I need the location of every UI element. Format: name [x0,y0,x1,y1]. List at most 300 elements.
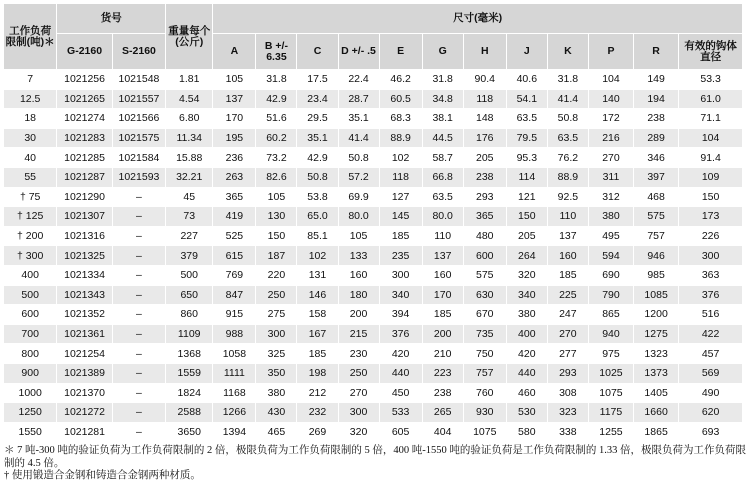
header-col-h: H [463,34,506,70]
table-cell: – [112,265,165,285]
table-cell: 323 [547,403,588,423]
table-row [4,285,743,305]
table-cell: 404 [422,422,463,442]
table-cell: 12.5 [4,89,57,109]
table-cell: 50.8 [547,109,588,129]
table-cell: 88.9 [379,128,422,148]
table-cell: 28.7 [338,89,379,109]
table-cell: 1111 [213,363,256,383]
header-g2160: G-2160 [57,34,112,70]
table-cell: 440 [379,363,422,383]
table-row [4,70,743,90]
table-cell: 198 [297,363,338,383]
table-cell: 1824 [166,383,213,403]
table-cell: 300 [338,403,379,423]
table-cell: 365 [213,187,256,207]
header-col-g: G [422,34,463,70]
table-cell: 1075 [588,383,633,403]
table-cell: – [112,246,165,266]
table-cell: 480 [463,226,506,246]
table-cell: 420 [506,344,547,364]
table-cell: 650 [166,285,213,305]
table-cell: 35.1 [297,128,338,148]
table-row [4,148,743,168]
table-cell: † 125 [4,207,57,227]
table-cell: – [112,403,165,423]
table-cell: 4.54 [166,89,213,109]
table-cell: 265 [422,403,463,423]
table-cell: 1021283 [57,128,112,148]
table-cell: 41.4 [547,89,588,109]
table-cell: 232 [297,403,338,423]
table-cell: 1021343 [57,285,112,305]
table-cell: 1085 [634,285,679,305]
table-cell: 757 [463,363,506,383]
table-cell: 380 [588,207,633,227]
table-cell: 92.5 [547,187,588,207]
table-cell: 1266 [213,403,256,423]
table-cell: 769 [213,265,256,285]
table-cell: 176 [463,128,506,148]
table-cell: 940 [588,324,633,344]
table-cell: – [112,363,165,383]
table-cell: 946 [634,246,679,266]
table-cell: 102 [297,246,338,266]
table-cell: 1021548 [112,70,165,90]
table-cell: 79.5 [506,128,547,148]
table-cell: 238 [634,109,679,129]
table-cell: 1275 [634,324,679,344]
table-cell: 1021254 [57,344,112,364]
table-cell: 185 [379,226,422,246]
table-cell: 1.81 [166,70,213,90]
table-cell: 133 [338,246,379,266]
table-cell: 670 [463,305,506,325]
table-cell: † 200 [4,226,57,246]
table-row [4,422,743,442]
table-row [4,109,743,129]
table-body [4,70,743,442]
table-cell: 346 [634,148,679,168]
table-cell: 45 [166,187,213,207]
header-col-j: J [506,34,547,70]
table-cell: 105 [213,70,256,90]
table-cell: 988 [213,324,256,344]
table-cell: 1368 [166,344,213,364]
table-cell: 172 [588,109,633,129]
table-cell: 63.5 [547,128,588,148]
table-cell: 210 [422,344,463,364]
table-cell: 376 [679,285,743,305]
table-cell: 1021593 [112,167,165,187]
table-cell: 195 [213,128,256,148]
footnotes [4,445,746,483]
table-cell: 1021287 [57,167,112,187]
table-cell: 975 [588,344,633,364]
table-cell: 270 [338,383,379,403]
table-cell: 530 [506,403,547,423]
table-cell: 1021290 [57,187,112,207]
table-cell: 450 [379,383,422,403]
table-row [4,128,743,148]
table-cell: 34.8 [422,89,463,109]
table-cell: 1559 [166,363,213,383]
table-cell: 160 [422,265,463,285]
table-row [4,324,743,344]
table-header [4,4,743,70]
table-cell: 41.4 [338,128,379,148]
table-cell: 223 [422,363,463,383]
table-cell: 630 [463,285,506,305]
table-cell: 1021256 [57,70,112,90]
table-cell: 158 [297,305,338,325]
table-cell: 38.1 [422,109,463,129]
table-cell: 700 [4,324,57,344]
table-cell: 690 [588,265,633,285]
table-cell: 293 [547,363,588,383]
table-cell: 63.5 [422,187,463,207]
table-cell: 275 [256,305,297,325]
table-cell: 200 [422,324,463,344]
table-cell: 569 [679,363,743,383]
table-cell: 495 [588,226,633,246]
table-cell: 847 [213,285,256,305]
table-cell: 620 [679,403,743,423]
table-cell: 23.4 [297,89,338,109]
header-effective-diameter: 有效的钩体直径 [679,34,743,70]
table-cell: 365 [463,207,506,227]
table-cell: 235 [379,246,422,266]
table-cell: 270 [547,324,588,344]
table-cell: 118 [379,167,422,187]
table-cell: 525 [213,226,256,246]
table-cell: 35.1 [338,109,379,129]
table-cell: 1394 [213,422,256,442]
table-cell: 600 [4,305,57,325]
table-cell: 212 [297,383,338,403]
table-cell: 465 [256,422,297,442]
table-cell: 575 [634,207,679,227]
table-cell: 440 [506,363,547,383]
table-row [4,207,743,227]
table-cell: 7 [4,70,57,90]
table-cell: 104 [588,70,633,90]
table-cell: 1021316 [57,226,112,246]
table-cell: 594 [588,246,633,266]
table-cell: 137 [547,226,588,246]
table-cell: 1865 [634,422,679,442]
table-cell: – [112,422,165,442]
table-cell: 289 [634,128,679,148]
table-cell: 693 [679,422,743,442]
table-cell: 109 [679,167,743,187]
table-cell: 247 [547,305,588,325]
header-col-b: B +/- 6.35 [256,34,297,70]
table-cell: 1075 [463,422,506,442]
table-cell: 400 [4,265,57,285]
table-cell: 205 [463,148,506,168]
table-cell: 1323 [634,344,679,364]
table-cell: 575 [463,265,506,285]
table-cell: 185 [547,265,588,285]
table-cell: 118 [463,89,506,109]
table-cell: 865 [588,305,633,325]
table-cell: 105 [256,187,297,207]
table-cell: 216 [588,128,633,148]
table-cell: 53.3 [679,70,743,90]
table-cell: 422 [679,324,743,344]
table-row [4,187,743,207]
table-cell: 311 [588,167,633,187]
table-cell: 430 [256,403,297,423]
table-cell: 140 [588,89,633,109]
table-cell: 85.1 [297,226,338,246]
table-cell: 1021389 [57,363,112,383]
table-cell: 1175 [588,403,633,423]
spec-table [3,3,743,442]
table-cell: 40 [4,148,57,168]
table-cell: 238 [422,383,463,403]
table-cell: 69.9 [338,187,379,207]
table-cell: 114 [506,167,547,187]
table-cell: 250 [256,285,297,305]
table-cell: 580 [506,422,547,442]
table-cell: 227 [166,226,213,246]
table-cell: 88.9 [547,167,588,187]
header-col-p: P [588,34,633,70]
table-cell: 238 [463,167,506,187]
table-cell: 130 [256,207,297,227]
table-cell: 68.3 [379,109,422,129]
table-cell: 82.6 [256,167,297,187]
header-col-e: E [379,34,422,70]
table-cell: 149 [634,70,679,90]
header-col-k: K [547,34,588,70]
table-cell: 200 [338,305,379,325]
table-row [4,383,743,403]
table-cell: 490 [679,383,743,403]
table-cell: 42.9 [297,148,338,168]
table-cell: 500 [166,265,213,285]
table-cell: 146 [297,285,338,305]
table-cell: 757 [634,226,679,246]
table-cell: 215 [338,324,379,344]
table-cell: 269 [297,422,338,442]
table-cell: 60.5 [379,89,422,109]
table-cell: 1021274 [57,109,112,129]
table-cell: 516 [679,305,743,325]
table-cell: 1021285 [57,148,112,168]
table-cell: 277 [547,344,588,364]
table-cell: 104 [679,128,743,148]
table-cell: 137 [213,89,256,109]
table-cell: 95.3 [506,148,547,168]
table-cell: 63.5 [506,109,547,129]
table-cell: 137 [422,246,463,266]
table-cell: 379 [166,246,213,266]
table-row [4,363,743,383]
table-row [4,403,743,423]
table-cell: 60.2 [256,128,297,148]
header-s2160: S-2160 [112,34,165,70]
table-cell: 325 [256,344,297,364]
table-cell: 1021370 [57,383,112,403]
table-row [4,265,743,285]
table-cell: 615 [213,246,256,266]
table-cell: 173 [679,207,743,227]
table-cell: 605 [379,422,422,442]
table-cell: 1021281 [57,422,112,442]
table-cell: 66.8 [422,167,463,187]
table-cell: 394 [379,305,422,325]
table-cell: 460 [506,383,547,403]
table-cell: 73 [166,207,213,227]
table-cell: 121 [506,187,547,207]
header-col-c: C [297,34,338,70]
table-cell: 750 [463,344,506,364]
table-cell: 185 [422,305,463,325]
table-cell: 50.8 [297,167,338,187]
table-cell: 1021584 [112,148,165,168]
table-cell: 340 [506,285,547,305]
table-cell: 1021334 [57,265,112,285]
table-cell: 91.4 [679,148,743,168]
table-cell: 1021557 [112,89,165,109]
table-cell: 3650 [166,422,213,442]
table-cell: 790 [588,285,633,305]
table-cell: 31.8 [422,70,463,90]
table-row [4,89,743,109]
table-cell: 1021265 [57,89,112,109]
table-cell: 167 [297,324,338,344]
table-cell: 42.9 [256,89,297,109]
table-cell: † 75 [4,187,57,207]
table-cell: 57.2 [338,167,379,187]
table-cell: 170 [213,109,256,129]
table-cell: 127 [379,187,422,207]
table-cell: 40.6 [506,70,547,90]
table-cell: 236 [213,148,256,168]
table-cell: 29.5 [297,109,338,129]
table-cell: 1550 [4,422,57,442]
table-cell: 363 [679,265,743,285]
table-cell: – [112,305,165,325]
table-cell: 160 [338,265,379,285]
table-cell: 220 [256,265,297,285]
table-cell: 320 [338,422,379,442]
table-cell: 194 [634,89,679,109]
table-cell: 145 [379,207,422,227]
table-cell: 1405 [634,383,679,403]
table-cell: 312 [588,187,633,207]
header-weight: 重量每个(公斤) [166,4,213,70]
table-cell: 11.34 [166,128,213,148]
table-cell: 31.8 [256,70,297,90]
table-cell: 22.4 [338,70,379,90]
table-cell: 800 [4,344,57,364]
table-cell: 300 [379,265,422,285]
table-cell: 31.8 [547,70,588,90]
table-cell: 61.0 [679,89,743,109]
table-cell: 1168 [213,383,256,403]
table-cell: 420 [379,344,422,364]
header-load-limit: 工作负荷限制(吨)＊ [4,4,57,70]
table-cell: 170 [422,285,463,305]
table-cell: 187 [256,246,297,266]
table-cell: 380 [256,383,297,403]
table-cell: 1021352 [57,305,112,325]
table-cell: 308 [547,383,588,403]
table-cell: 18 [4,109,57,129]
table-cell: 1021361 [57,324,112,344]
table-cell: 71.1 [679,109,743,129]
table-cell: 17.5 [297,70,338,90]
table-cell: 600 [463,246,506,266]
table-cell: – [112,207,165,227]
table-cell: 1021272 [57,403,112,423]
table-cell: 350 [256,363,297,383]
table-cell: 915 [213,305,256,325]
table-cell: 148 [463,109,506,129]
table-cell: 1021566 [112,109,165,129]
header-dimensions: 尺寸(毫米) [213,4,743,34]
table-cell: – [112,383,165,403]
table-cell: 58.7 [422,148,463,168]
table-cell: 1021307 [57,207,112,227]
table-row [4,246,743,266]
table-cell: 380 [506,305,547,325]
table-cell: 54.1 [506,89,547,109]
table-cell: 293 [463,187,506,207]
table-cell: 46.2 [379,70,422,90]
table-cell: 300 [679,246,743,266]
table-cell: † 300 [4,246,57,266]
table-cell: 73.2 [256,148,297,168]
header-col-r: R [634,34,679,70]
table-cell: 400 [506,324,547,344]
table-cell: 930 [463,403,506,423]
table-cell: 160 [547,246,588,266]
table-cell: 131 [297,265,338,285]
table-cell: 226 [679,226,743,246]
table-cell: 1660 [634,403,679,423]
table-cell: 860 [166,305,213,325]
table-cell: 338 [547,422,588,442]
table-cell: 376 [379,324,422,344]
table-cell: 457 [679,344,743,364]
table-cell: 270 [588,148,633,168]
table-cell: 110 [422,226,463,246]
footnote-star: ＊ 7 吨-300 吨的验证负荷为工作负荷限制的 2 倍，极限负荷为工作负荷限制的 5 倍，400 吨-1550 吨的验证负荷是工作负荷限制的 1.33 倍，极限负荷为工作负荷限制的 4.5 倍。 [4,445,746,469]
table-cell: 102 [379,148,422,168]
table-cell: 1025 [588,363,633,383]
header-col-a: A [213,34,256,70]
table-cell: 150 [679,187,743,207]
table-cell: 397 [634,167,679,187]
table-cell: 735 [463,324,506,344]
table-cell: 263 [213,167,256,187]
table-cell: 1200 [634,305,679,325]
table-cell: 6.80 [166,109,213,129]
table-cell: 225 [547,285,588,305]
table-cell: 320 [506,265,547,285]
header-col-d: D +/- .5 [338,34,379,70]
table-cell: 51.6 [256,109,297,129]
table-cell: – [112,285,165,305]
table-cell: 1021325 [57,246,112,266]
table-cell: 44.5 [422,128,463,148]
table-cell: 264 [506,246,547,266]
